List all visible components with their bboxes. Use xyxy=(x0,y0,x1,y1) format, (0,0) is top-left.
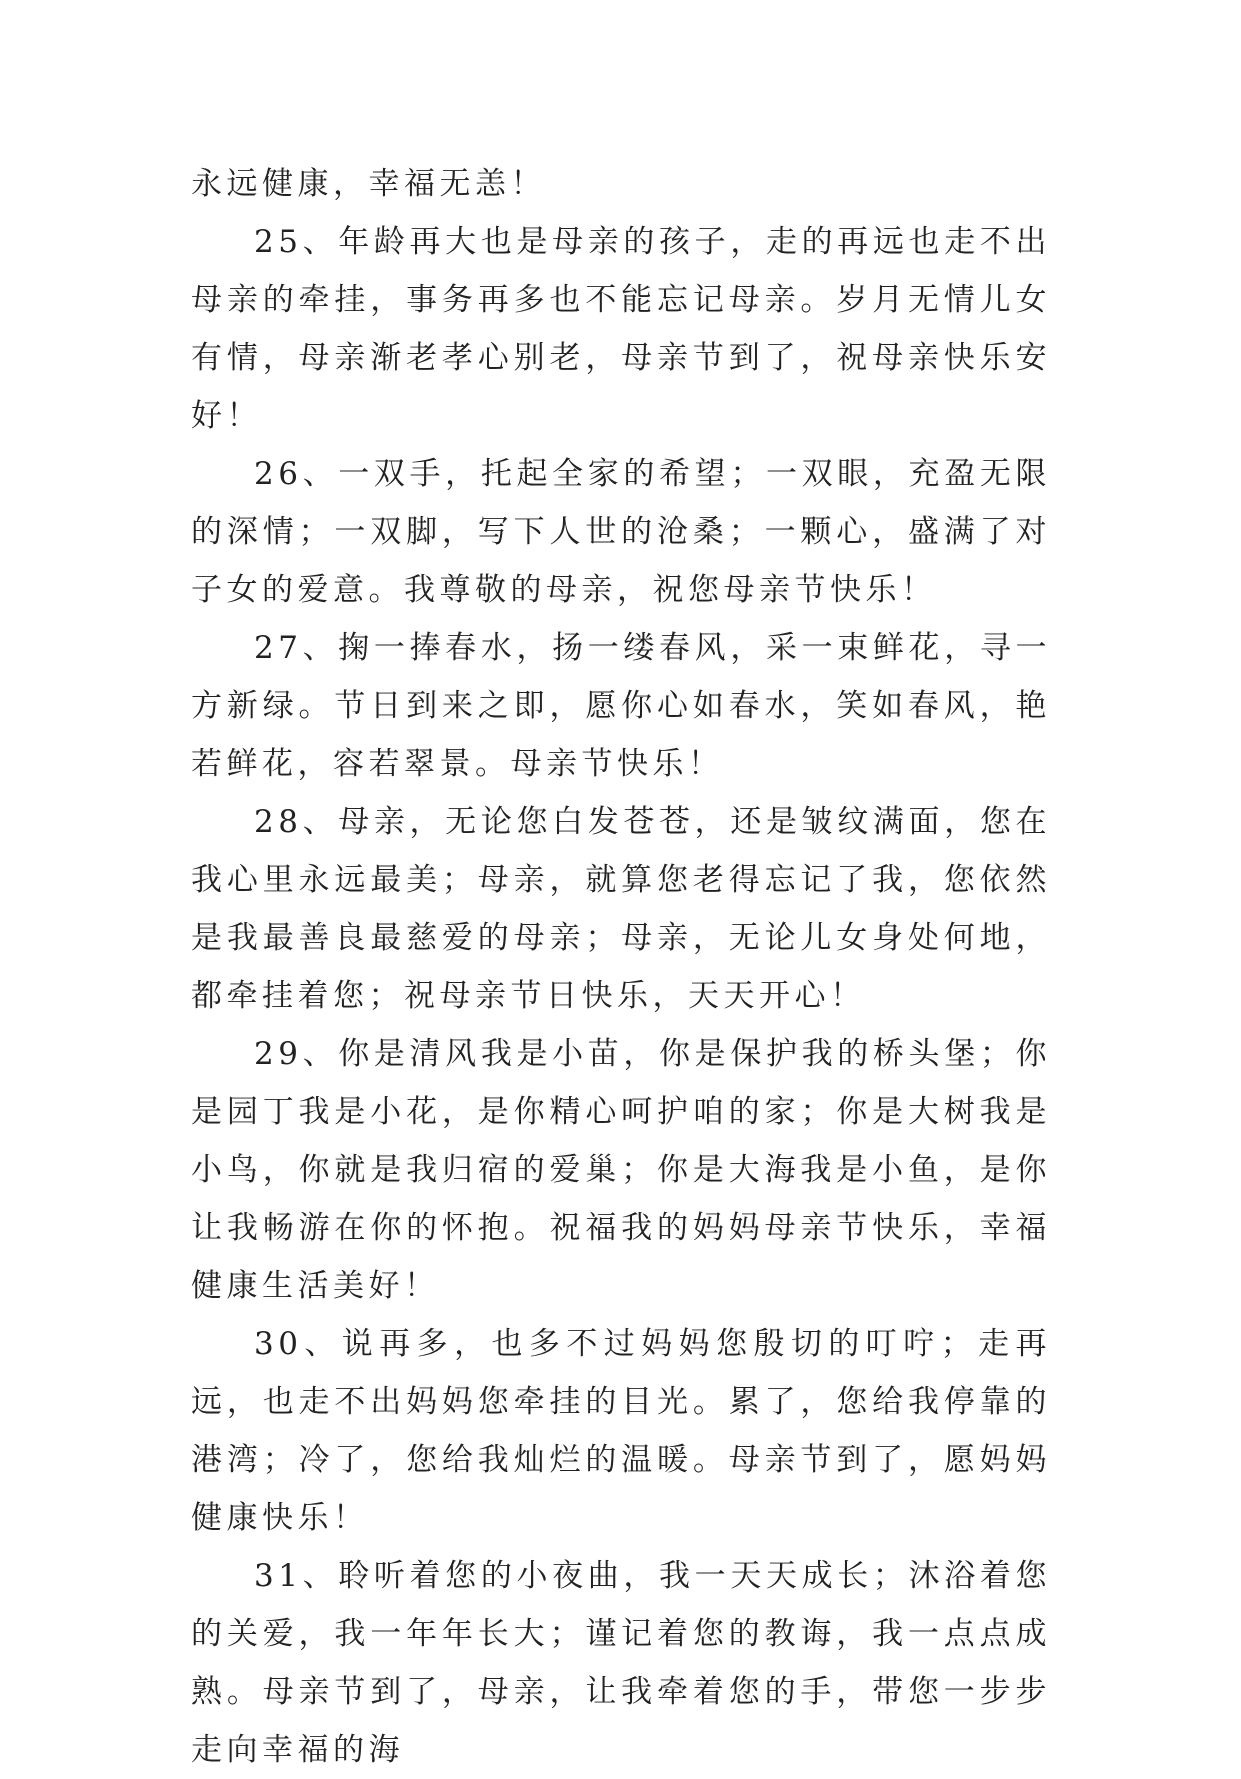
document-body xyxy=(191,155,1051,1779)
paragraph-29: 29、你是清风我是小苗，你是保护我的桥头堡；你是园丁我是小花，是你精心呵护咱的家；你是大树我是小鸟，你就是我归宿的爱巢；你是大海我是小鱼，是你让我畅游在你的怀抱。祝福我的妈妈母亲节快乐，幸福健康生活美好！ xyxy=(191,1036,1051,1304)
paragraph-28: 28、母亲，无论您白发苍苍，还是皱纹满面，您在我心里永远最美；母亲，就算您老得忘记了我，您依然是我最善良最慈爱的母亲；母亲，无论儿女身处何地，都牵挂着您；祝母亲节日快乐，天天开心！ xyxy=(191,804,1051,1014)
paragraph-continuation: 永远健康，幸福无恙！ xyxy=(191,166,546,202)
paragraph-31: 31、聆听着您的小夜曲，我一天天成长；沐浴着您的关爱，我一年年长大；谨记着您的教诲，我一点点成熟。母亲节到了，母亲，让我牵着您的手，带您一步步走向幸福的海 xyxy=(191,1558,1051,1768)
paragraph-26: 26、一双手，托起全家的希望；一双眼，充盈无限的深情；一双脚，写下人世的沧桑；一颗心，盛满了对子女的爱意。我尊敬的母亲，祝您母亲节快乐！ xyxy=(191,456,1051,608)
paragraph-27: 27、掬一捧春水，扬一缕春风，采一束鲜花，寻一方新绿。节日到来之即，愿你心如春水，笑如春风，艳若鲜花，容若翠景。母亲节快乐！ xyxy=(191,630,1051,782)
paragraph-30: 30、说再多，也多不过妈妈您殷切的叮咛；走再远，也走不出妈妈您牵挂的目光。累了，您给我停靠的港湾；冷了，您给我灿烂的温暖。母亲节到了，愿妈妈健康快乐！ xyxy=(191,1326,1051,1536)
paragraph-25: 25、年龄再大也是母亲的孩子，走的再远也走不出母亲的牵挂，事务再多也不能忘记母亲。岁月无情儿女有情，母亲渐老孝心别老，母亲节到了，祝母亲快乐安好！ xyxy=(191,224,1051,434)
